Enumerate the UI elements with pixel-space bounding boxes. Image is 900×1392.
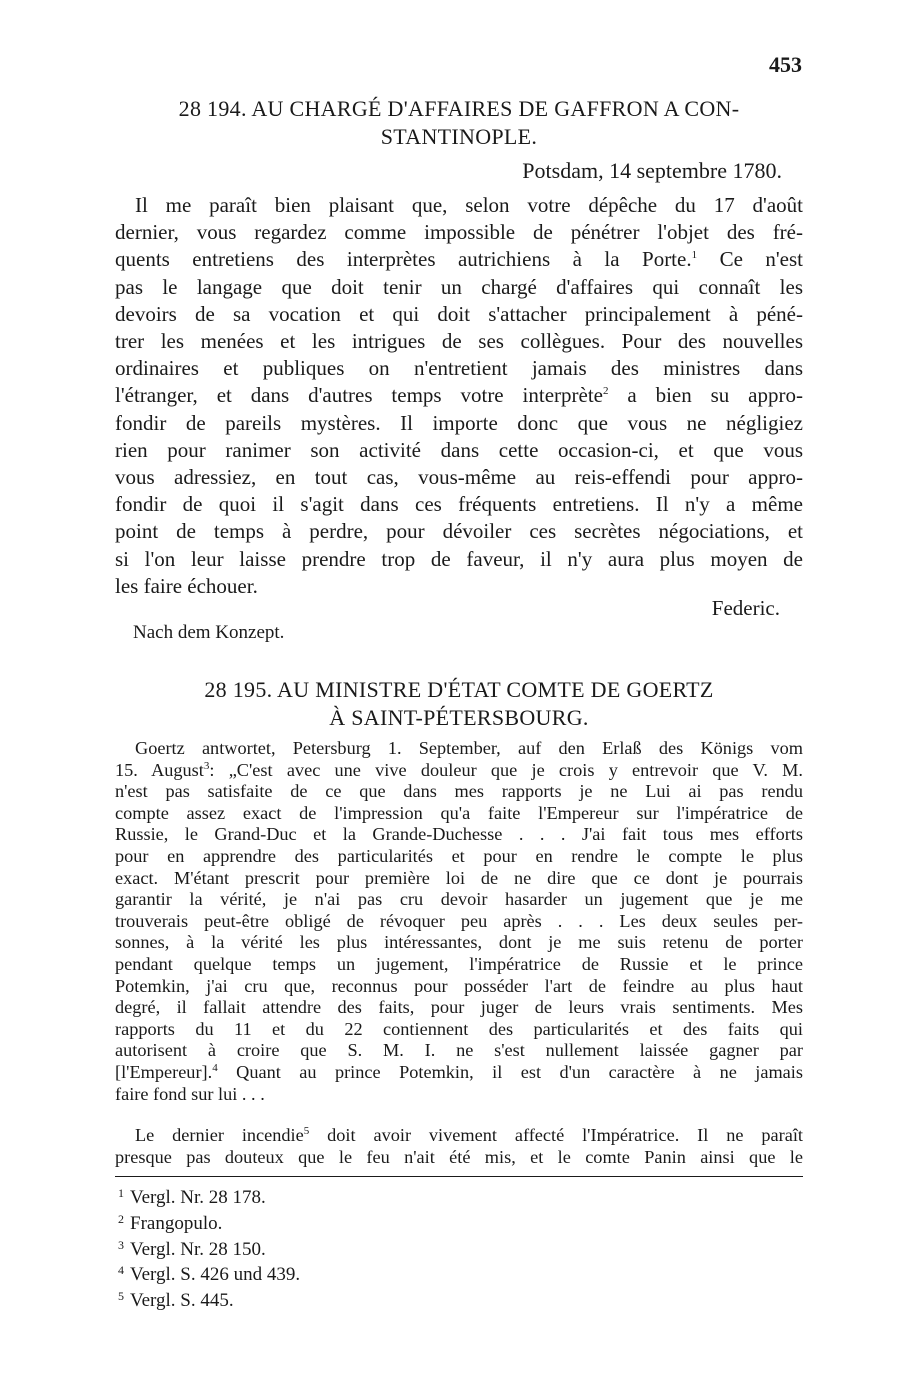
summary-line: exact. M'étant prescrit pour première loi de ne dire que ce dont je pourrais — [115, 867, 803, 888]
body-line: les faire échouer. — [115, 573, 258, 598]
body-line: trer les menées et les intrigues de ses collègues. Pour des nouvelles — [115, 329, 803, 354]
summary-line: Goertz antwortet, Petersburg 1. September, auf den Erlaß des Königs vom — [135, 738, 803, 758]
body-line: si l'on leur laisse prendre trop de faveur, il n'y aura plus moyen de — [115, 546, 803, 571]
footnote-ref: 4 — [212, 1061, 218, 1074]
footnote — [118, 1209, 300, 1235]
heading-line: 28 194. AU CHARGÉ D'AFFAIRES DE GAFFRON A CON- — [178, 96, 740, 121]
letter-heading — [115, 95, 803, 151]
body-line: fondir de quoi il s'agit dans ces fréquents entretiens. Il n'y a même — [115, 492, 803, 517]
body-line: pas le langage que doit tenir un chargé d'affaires qui connaît les — [115, 274, 803, 299]
footnote-ref: 2 — [602, 385, 609, 398]
summary-line: presque pas douteux que le feu n'ait été mis, et le comte Panin ainsi que le — [115, 1146, 803, 1167]
summary-line — [115, 760, 803, 782]
summary-paragraph — [115, 738, 803, 1105]
body-line: point de temps à perdre, pour dévoiler ces secrètes négociations, et — [115, 519, 803, 544]
body-line: ordinaires et publiques on n'entretient jamais des ministres dans — [115, 356, 803, 381]
summary-line — [115, 1125, 803, 1147]
footnote-divider — [115, 1176, 803, 1177]
summary-text-run: Le dernier incendie — [135, 1125, 304, 1145]
footnote-mark: 2 — [118, 1211, 124, 1226]
summary-line: garantir la vérité, je n'ai pas cru devoir hasarder un jugement que je me — [115, 889, 803, 910]
footnote — [118, 1260, 300, 1286]
summary-line: trouverais peut-être obligé de révoquer peu après . . . Les deux seules per- — [115, 910, 803, 931]
footnote-text: Vergl. Nr. 28 150. — [130, 1238, 266, 1260]
summary-line: compte assez exact de l'impression qu'a faite l'Empereur sur l'impératrice de — [115, 802, 803, 823]
body-line: rien pour ranimer son activité dans cette occasion-ci, et que vous — [115, 437, 803, 462]
summary-line: n'est pas satisfaite de ce que dans mes rapports je ne Lui ai pas rendu — [115, 781, 803, 802]
footnote-ref: 5 — [303, 1124, 310, 1137]
body-text-run: a bien su appro- — [608, 383, 803, 408]
heading-line: STANTINOPLE. — [380, 124, 538, 149]
dateline: Potsdam, 14 septembre 1780. — [522, 158, 782, 183]
summary-text-run: doit avoir vivement affecté l'Impératrice. Il ne paraît — [309, 1125, 803, 1145]
signature: Federic. — [711, 596, 780, 620]
footnote — [118, 1235, 300, 1261]
body-text-run: l'étranger, et dans d'autres temps votre interprète — [115, 383, 603, 408]
summary-text-run: Quant au prince Potemkin, il est d'un caractère à ne jamais — [217, 1061, 803, 1082]
footnote-mark: 4 — [118, 1263, 124, 1278]
footnote-text: Vergl. Nr. 28 178. — [130, 1187, 266, 1208]
footnote-mark: 3 — [118, 1237, 124, 1252]
summary-line: Russie, le Grand-Duc et la Grande-Duchesse . . . J'ai fait tous mes efforts — [115, 824, 803, 845]
page-number: 453 — [769, 52, 802, 77]
summary-line: degré, il fallait attendre des faits, pour juger de leurs vrais sentiments. Mes — [115, 997, 803, 1018]
summary-line: autorisent à croire que S. M. I. ne s'est nullement laissée gagner par — [115, 1040, 803, 1061]
summary-line: pendant quelque temps un jugement, l'impératrice de Russie et le prince — [115, 953, 803, 974]
footnote-ref: 1 — [691, 249, 698, 262]
body-line: fondir de pareils mystères. Il importe donc que vous ne négligiez — [115, 410, 803, 435]
continuation-paragraph — [115, 1125, 803, 1168]
footnote-ref: 3 — [203, 759, 210, 772]
heading-line: À SAINT-PÉTERSBOURG. — [329, 705, 589, 730]
footnotes — [118, 1183, 300, 1312]
source-note: Nach dem Konzept. — [133, 622, 285, 643]
footnote — [118, 1183, 300, 1209]
footnote-text: Vergl. S. 445. — [130, 1290, 234, 1312]
summary-line: sonnes, à la vérité les plus intéressantes, dont je me suis retenu de porter — [115, 932, 803, 953]
body-text-run: Ce n'est — [697, 247, 803, 272]
footnote-mark: 1 — [118, 1186, 124, 1200]
summary-line: rapports du 11 et du 22 contiennent des particularités et des faits qui — [115, 1018, 803, 1039]
body-line — [115, 382, 803, 409]
summary-line: pour en apprendre des particularités et pour en rendre le compte le plus — [115, 845, 803, 866]
footnote-mark: 5 — [118, 1289, 124, 1304]
body-line: dernier, vous regardez comme impossible de pénétrer l'objet des fré- — [115, 220, 803, 245]
letter-heading — [115, 676, 803, 732]
footnote-text: Frangopulo. — [130, 1212, 223, 1234]
body-line: vous adressiez, en tout cas, vous-même au reis-effendi pour appro- — [115, 465, 803, 490]
summary-line — [115, 1062, 803, 1084]
heading-line: 28 195. AU MINISTRE D'ÉTAT COMTE DE GOERTZ — [204, 677, 714, 702]
footnote — [118, 1286, 300, 1312]
summary-text-run: : „C'est avec une vive douleur que je crois y entrevoir que V. M. — [209, 759, 804, 780]
body-line: Il me paraît bien plaisant que, selon votre dépêche du 17 d'août — [135, 193, 803, 217]
summary-line: faire fond sur lui . . . — [115, 1083, 265, 1104]
summary-text-run: [l'Empereur]. — [115, 1061, 213, 1082]
body-line — [115, 246, 803, 273]
summary-text-run: 15. August — [115, 759, 204, 780]
body-line: devoirs de sa vocation et qui doit s'attacher principalement à péné- — [115, 301, 803, 326]
footnote-text: Vergl. S. 426 und 439. — [130, 1264, 301, 1286]
body-text-run: quents entretiens des interprètes autrichiens à la Porte. — [115, 247, 692, 272]
letter-body — [115, 192, 803, 600]
summary-line: Potemkin, j'ai cru que, reconnus pour posséder l'art de feindre au plus haut — [115, 975, 803, 996]
